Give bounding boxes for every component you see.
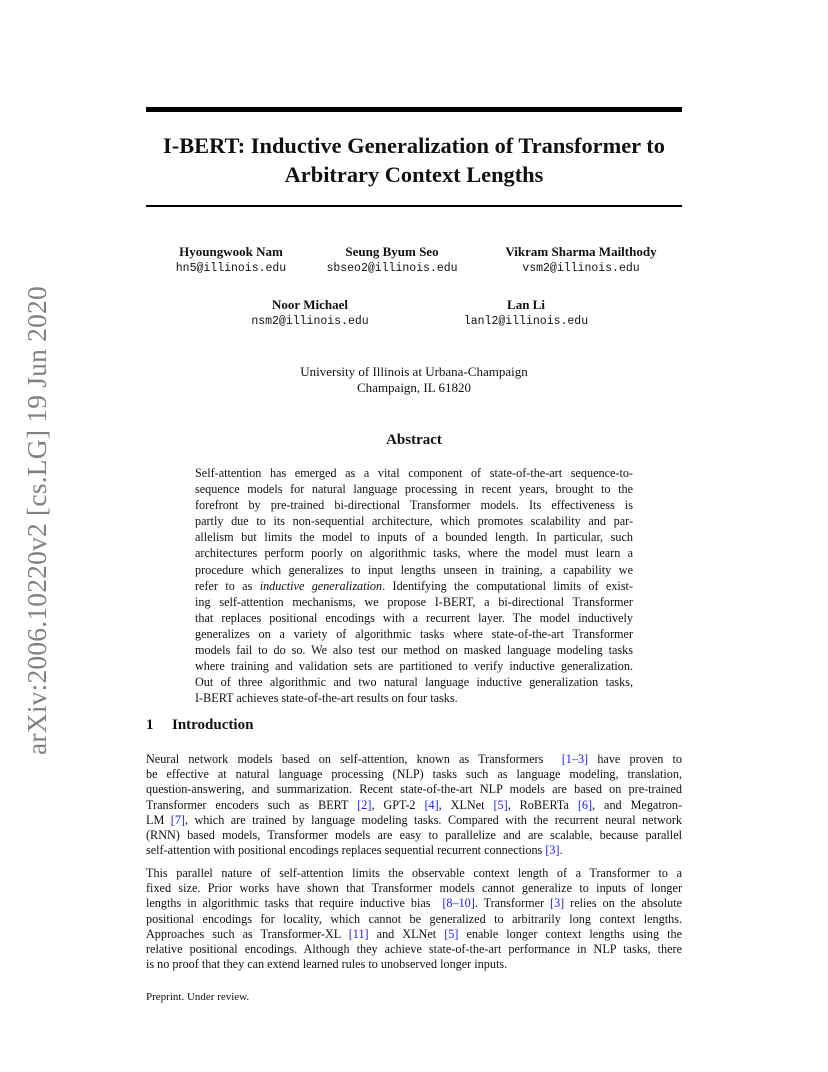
- paragraph-text: self-attention with positional encodings replaces sequential recurrent connections: [146, 843, 543, 858]
- author-block: [146, 244, 316, 276]
- title-line-2: Arbitrary Context Lengths: [284, 162, 544, 187]
- citation-link[interactable]: [8–10]: [442, 896, 475, 911]
- citation-link[interactable]: [2]: [357, 797, 372, 812]
- author-block: [220, 297, 400, 329]
- paragraph-text: and XLNet: [376, 926, 437, 941]
- paragraph-text: LM: [146, 812, 165, 827]
- paragraph-line: [146, 798, 682, 813]
- title-bottom-rule: [146, 205, 682, 207]
- paragraph-text: Approaches such as Transformer-XL: [146, 926, 341, 941]
- abstract-body: [195, 465, 633, 706]
- abstract-line: where training and validation sets are partitioned to verify inductive generalization.: [195, 659, 633, 674]
- paragraph-text: , XLNet: [438, 797, 485, 812]
- author-block: [436, 297, 616, 329]
- paragraph-line: relative positional encodings. Although they achieve state-of-the-art performance in NLP tasks, there: [146, 942, 682, 957]
- abstract-line: I-BERT achieves state-of-the-art results on four tasks.: [195, 691, 458, 706]
- author-name: Lan Li: [507, 297, 545, 312]
- paragraph-text: lengths in algorithmic tasks that require inductive bias: [146, 896, 431, 911]
- citation-link[interactable]: [5]: [493, 797, 508, 812]
- citation-link[interactable]: [1–3]: [561, 752, 589, 766]
- paragraph-line: [146, 752, 682, 767]
- paragraph-text: .: [559, 843, 563, 858]
- paragraph-text: Neural network models based on self-attention, known as Transformers: [146, 752, 544, 766]
- paper-title: [146, 131, 682, 189]
- citation-link[interactable]: [3]: [550, 896, 565, 911]
- footer-note: Preprint. Under review.: [146, 991, 250, 1003]
- author-name: Seung Byum Seo: [345, 244, 439, 259]
- citation-link[interactable]: [5]: [444, 926, 459, 941]
- paragraph-line: (RNN) based models, Transformer models are easy to parallelize and are scalable, because parallel: [146, 828, 682, 843]
- paragraph-line: [146, 813, 682, 828]
- abstract-line: architectures perform poorly on algorithmic tasks, where the model must learn a: [195, 546, 633, 561]
- author-email[interactable]: sbseo2@illinois.edu: [326, 262, 458, 275]
- paragraph-text: . Transformer: [474, 896, 545, 911]
- paragraph-line: This parallel nature of self-attention limits the observable context length of a Transformer to a: [146, 866, 682, 880]
- intro-paragraph-1: [146, 752, 682, 858]
- affiliation-line-2: Champaign, IL 61820: [357, 380, 471, 395]
- citation-link[interactable]: [7]: [170, 812, 185, 827]
- paragraph-text: enable longer context lengths using the: [466, 926, 682, 941]
- paragraph-line: be effective at natural language processing (NLP) tasks such as language modeling, translation,: [146, 767, 682, 782]
- abstract-line: Out of three algorithmic and two natural language inductive generalization tasks,: [195, 675, 633, 690]
- paragraph-text: , GPT-2: [371, 797, 416, 812]
- abstract-text: refer to as: [195, 578, 253, 593]
- paragraph-line: [146, 896, 682, 911]
- paragraph-text: , RoBERTa: [507, 797, 569, 812]
- abstract-line: ing self-attention mechanisms, we propose I-BERT, a bi-directional Transformer: [195, 594, 633, 609]
- abstract-line: partly due to its non-sequential architecture, which promotes scalability and par-: [195, 514, 633, 529]
- affiliation: [146, 364, 682, 396]
- section-heading: [146, 717, 253, 734]
- paragraph-line: fixed size. Prior works have shown that Transformer models cannot generalize to inputs of longer: [146, 881, 682, 896]
- author-name: Noor Michael: [272, 297, 348, 312]
- citation-link[interactable]: [3]: [545, 843, 560, 858]
- author-name: Hyoungwook Nam: [179, 244, 283, 259]
- title-line-1: I-BERT: Inductive Generalization of Transformer to: [163, 133, 665, 158]
- abstract-line: forefront by pre-trained bi-directional Transformer models. Its effectiveness is: [195, 498, 633, 513]
- citation-link[interactable]: [6]: [577, 797, 593, 812]
- paragraph-text: relies on the absolute: [570, 896, 683, 911]
- citation-link[interactable]: [4]: [424, 797, 439, 812]
- paragraph-line: [146, 927, 682, 942]
- abstract-line: generalizes on a variety of algorithmic tasks where state-of-the-art Transformer: [195, 626, 633, 641]
- abstract-text: . Identifying the computational limits of exist-: [382, 578, 634, 593]
- author-block: [481, 244, 681, 276]
- abstract-line: sequence models for natural language processing in recent years, brought to the: [195, 482, 633, 497]
- abstract-line: models fail to do so. We also test our method on masked language modeling tasks: [195, 643, 633, 658]
- author-block: [307, 244, 477, 276]
- author-email[interactable]: nsm2@illinois.edu: [251, 315, 369, 328]
- paragraph-line: question-answering, and summarization. Recent state-of-the-art NLP models are based on pre-trained: [146, 782, 682, 797]
- paragraph-line: is no proof that they can extend learned rules to unobserved longer inputs.: [146, 957, 508, 972]
- citation-link[interactable]: [11]: [348, 926, 369, 941]
- section-title: Introduction: [172, 717, 254, 733]
- author-email[interactable]: hn5@illinois.edu: [175, 262, 287, 275]
- paragraph-text: Transformer encoders such as BERT: [146, 797, 349, 812]
- title-top-rule: [146, 107, 682, 112]
- intro-paragraph-2: [146, 866, 682, 972]
- author-email[interactable]: lanl2@illinois.edu: [463, 315, 589, 328]
- section-number: 1: [146, 717, 154, 733]
- abstract-heading: Abstract: [386, 432, 442, 448]
- paragraph-line: [146, 843, 682, 858]
- author-name: Vikram Sharma Mailthody: [505, 244, 657, 259]
- paragraph-text: have proven to: [597, 752, 682, 766]
- abstract-line: procedure which generalizes to input lengths unseen in training, a capability we: [195, 562, 633, 577]
- emphasis-term: inductive generalization: [259, 578, 383, 593]
- abstract-line: allelism but limits the model to inputs of a bounded length. In particular, such: [195, 530, 633, 545]
- abstract-line: [195, 578, 633, 594]
- abstract-line: that replaces positional encodings with a recurrent layer. The model inductively: [195, 610, 633, 625]
- paragraph-text: , and Megatron-: [592, 797, 683, 812]
- paragraph-line: positional encodings for locality, which cannot be generalized to arbitrarily long context lengths.: [146, 911, 682, 926]
- abstract-line: Self-attention has emerged as a vital component of state-of-the-art sequence-to-: [195, 466, 633, 480]
- arxiv-stamp: arXiv:2006.10220v2 [cs.LG] 19 Jun 2020: [21, 286, 52, 755]
- paragraph-text: , which are trained by language modeling tasks. Compared with the recurrent neural network: [184, 812, 683, 827]
- author-email[interactable]: vsm2@illinois.edu: [522, 262, 640, 275]
- affiliation-line-1: University of Illinois at Urbana-Champaign: [300, 364, 528, 379]
